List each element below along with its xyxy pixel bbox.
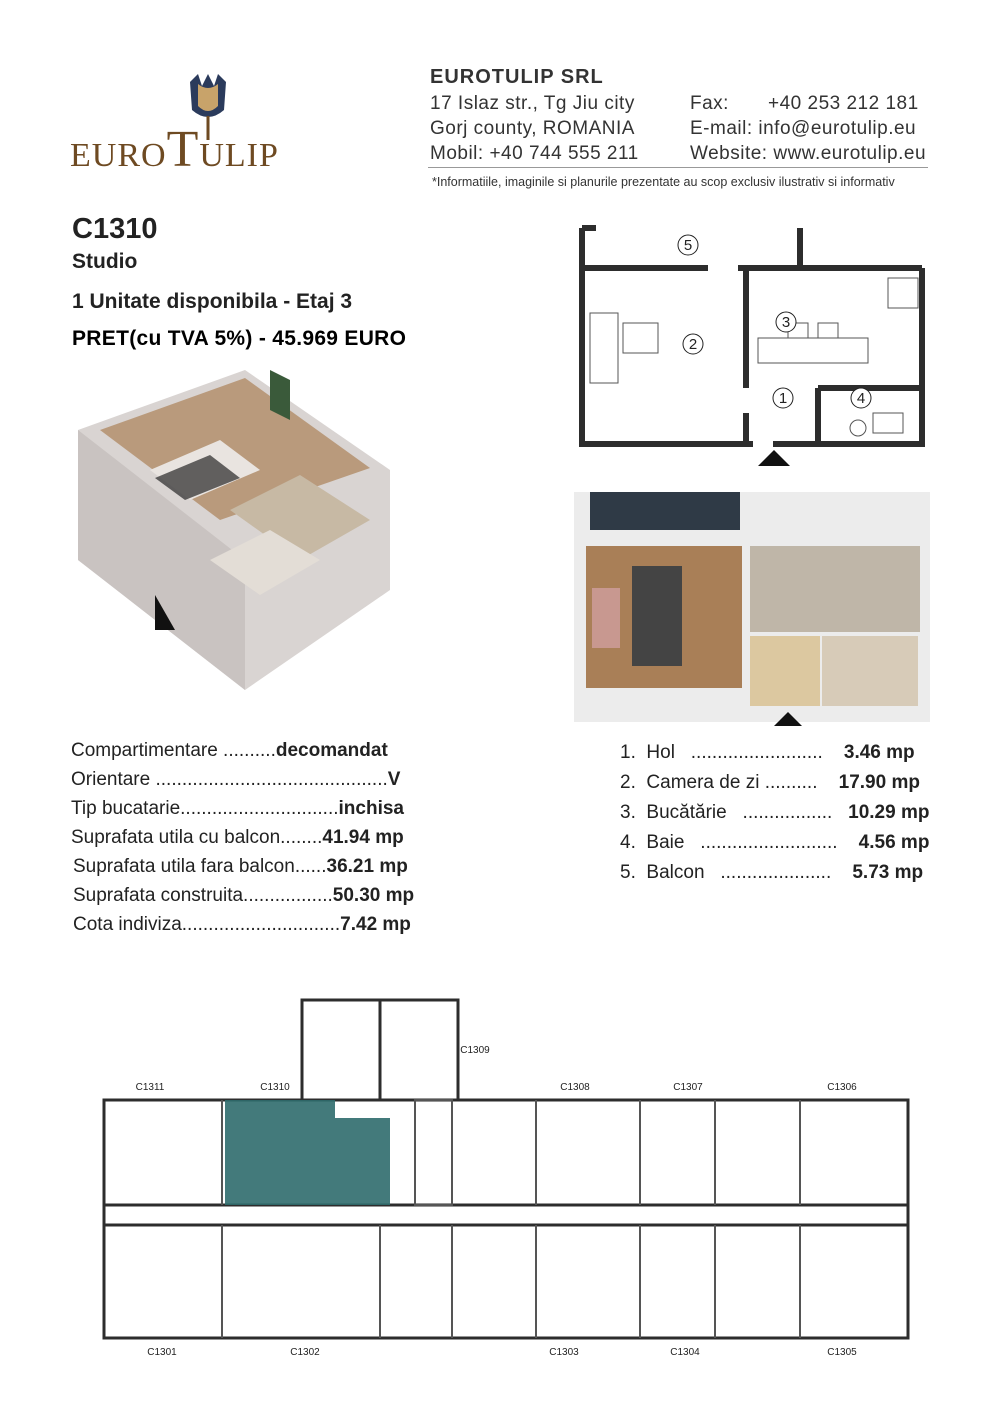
company-email[interactable]: E-mail: info@eurotulip.eu xyxy=(690,118,917,139)
unit-label-c1302: C1302 xyxy=(290,1347,320,1358)
spec-row: Compartimentare ..........decomandat xyxy=(71,740,388,761)
plan-marker-5: 5 xyxy=(683,237,693,254)
unit-label-c1311: C1311 xyxy=(135,1082,165,1093)
plan-marker-2: 2 xyxy=(688,336,698,353)
building-floor-plan xyxy=(80,990,920,1370)
company-logo: EUROTULIP xyxy=(70,72,320,172)
plan-marker-1: 1 xyxy=(778,390,788,407)
rendered-floor-plan xyxy=(570,478,935,728)
price: PRET(cu TVA 5%) - 45.969 EURO xyxy=(72,327,407,350)
unit-floor-plan xyxy=(578,218,930,468)
company-website[interactable]: Website: www.eurotulip.eu xyxy=(690,143,927,164)
room-row: 4. Baie .......................... 4.56 mp xyxy=(620,832,930,853)
unit-code: C1310 xyxy=(72,213,158,245)
room-row: 3. Bucătărie ................. 10.29 mp xyxy=(620,802,930,823)
spec-row: Suprafata utila cu balcon........41.94 mp xyxy=(71,827,404,848)
plan-marker-3: 3 xyxy=(781,314,791,331)
entrance-arrow-icon xyxy=(758,450,790,466)
room-row: 5. Balcon ..................... 5.73 mp xyxy=(620,862,924,883)
unit-label-c1304: C1304 xyxy=(670,1347,700,1358)
availability: 1 Unitate disponibila - Etaj 3 xyxy=(72,290,353,313)
spec-row: Cota indiviza..............................7.42 mp xyxy=(73,914,411,935)
room-row: 1. Hol ......................... 3.46 mp xyxy=(620,742,915,763)
spec-row: Tip bucatarie..............................inchisa xyxy=(71,798,404,819)
spec-row: Suprafata construita.................50.30 mp xyxy=(73,885,415,906)
unit-label-c1306: C1306 xyxy=(827,1082,857,1093)
company-fax-label: Fax: xyxy=(690,93,729,114)
unit-label-c1308: C1308 xyxy=(560,1082,590,1093)
unit-label-c1301: C1301 xyxy=(147,1347,177,1358)
unit-type: Studio xyxy=(72,250,138,273)
isometric-render xyxy=(70,360,400,700)
highlighted-unit[interactable] xyxy=(225,1100,390,1205)
company-fax-value: +40 253 212 181 xyxy=(768,93,919,114)
unit-label-c1310: C1310 xyxy=(260,1082,290,1093)
company-address-line1: 17 Islaz str., Tg Jiu city xyxy=(430,93,635,114)
unit-label-c1305: C1305 xyxy=(827,1347,857,1358)
company-name: EUROTULIP SRL xyxy=(430,66,604,88)
company-address-line2: Gorj county, ROMANIA xyxy=(430,118,635,139)
unit-label-c1307: C1307 xyxy=(673,1082,703,1093)
company-mobile: Mobil: +40 744 555 211 xyxy=(430,143,639,164)
room-row: 2. Camera de zi .......... 17.90 mp xyxy=(620,772,920,793)
disclaimer: *Informatiile, imaginile si planurile prezentate au scop exclusiv ilustrativ si informativ xyxy=(432,175,895,189)
unit-label-c1303: C1303 xyxy=(549,1347,579,1358)
unit-specs xyxy=(71,740,491,940)
room-list xyxy=(620,742,950,892)
plan-marker-4: 4 xyxy=(856,390,866,407)
spec-row: Orientare ............................................V xyxy=(71,769,401,790)
spec-row: Suprafata utila fara balcon......36.21 mp xyxy=(73,856,408,877)
header-divider xyxy=(428,167,928,168)
unit-label-c1309: C1309 xyxy=(460,1045,490,1056)
